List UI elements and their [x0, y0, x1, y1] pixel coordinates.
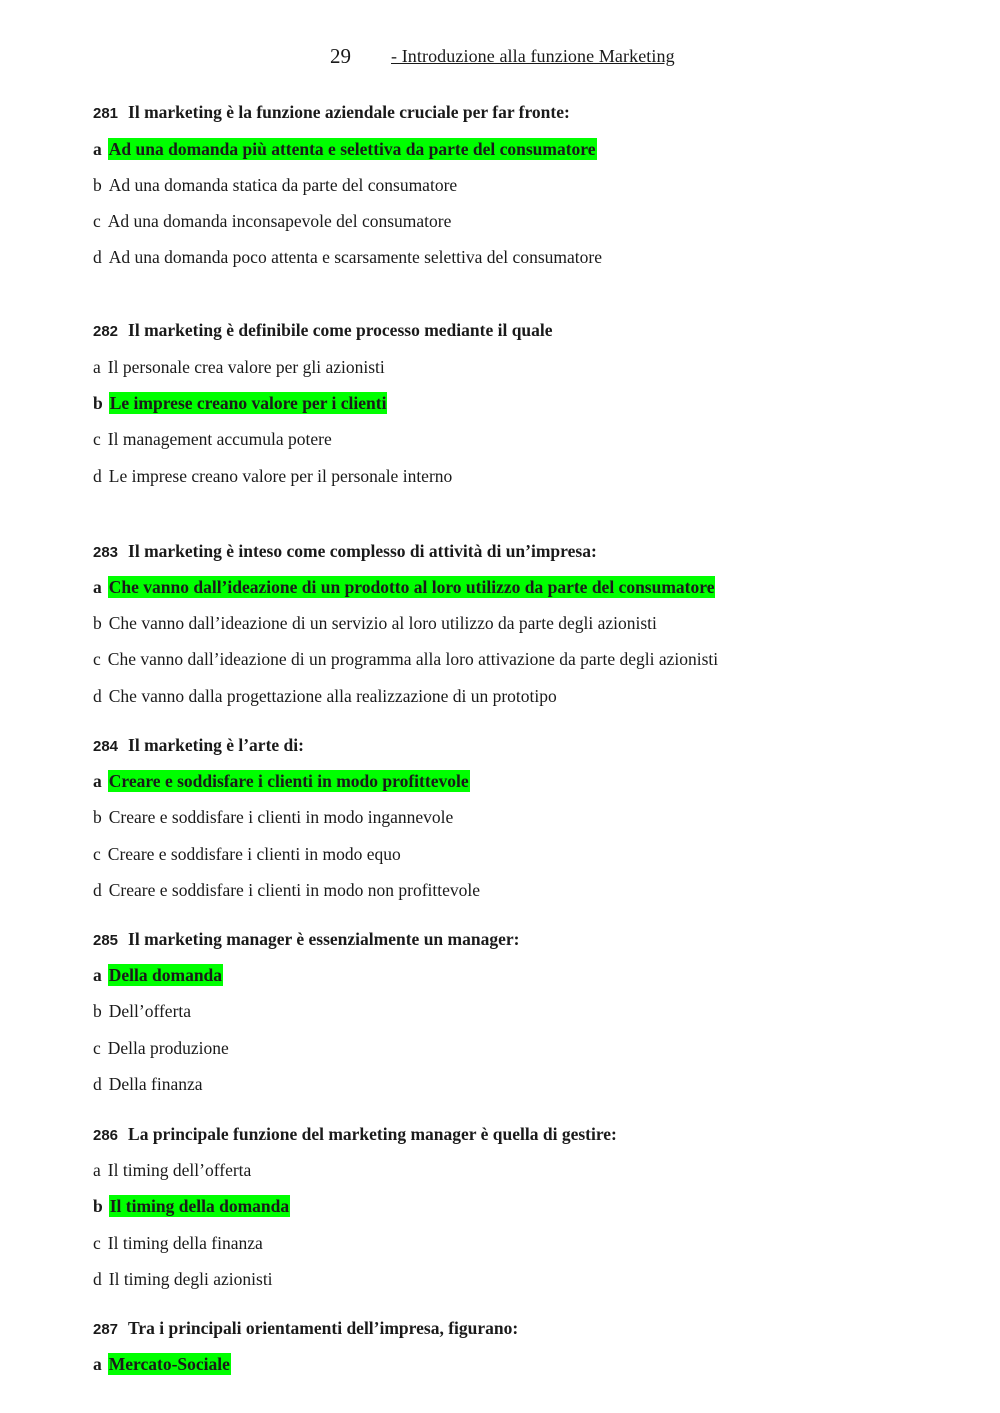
chapter-title: - Introduzione alla funzione Marketing	[391, 46, 675, 66]
page-number: 29	[330, 44, 351, 68]
option-text: Creare e soddisfare i clienti in modo non profittevole	[108, 880, 481, 900]
answer-option	[93, 647, 719, 671]
answer-option	[93, 391, 387, 415]
option-text: Ad una domanda inconsapevole del consumatore	[107, 211, 452, 231]
question-number: 286	[93, 1127, 119, 1144]
option-text: Il timing della finanza	[107, 1233, 263, 1253]
option-text: Ad una domanda statica da parte del consumatore	[108, 175, 458, 195]
option-text: Che vanno dall’ideazione di un programma alla loro attivazione da parte degli azionisti	[107, 649, 719, 669]
option-text: Il timing degli azionisti	[108, 1269, 273, 1289]
question-text: Il marketing è l’arte di:	[128, 735, 304, 755]
question-284	[93, 733, 304, 759]
option-text-correct: Creare e soddisfare i clienti in modo profittevole	[108, 771, 469, 791]
option-letter: d	[93, 466, 102, 486]
answer-option	[93, 1036, 230, 1060]
option-letter: c	[93, 1233, 101, 1253]
question-number: 281	[93, 105, 119, 122]
answer-option	[93, 1352, 231, 1376]
answer-option	[93, 1267, 274, 1291]
option-letter: d	[93, 686, 102, 706]
answer-option	[93, 1072, 204, 1096]
option-letter: d	[93, 247, 102, 267]
option-letter: b	[93, 613, 102, 633]
option-letter: c	[93, 649, 101, 669]
question-number: 282	[93, 323, 119, 340]
answer-option	[93, 245, 603, 269]
option-text: Che vanno dall’ideazione di un servizio al loro utilizzo da parte degli azionisti	[108, 613, 657, 633]
option-letter: b	[93, 1196, 103, 1216]
question-287	[93, 1316, 518, 1342]
answer-option	[93, 842, 402, 866]
question-283	[93, 539, 597, 565]
option-letter: a	[93, 771, 102, 791]
answer-option	[93, 427, 333, 451]
question-285	[93, 927, 519, 953]
answer-option	[93, 1158, 252, 1182]
answer-option	[93, 209, 452, 233]
question-text: Il marketing è inteso come complesso di attività di un’impresa:	[128, 541, 597, 561]
question-282	[93, 318, 553, 344]
option-text-correct: Il timing della domanda	[109, 1196, 290, 1216]
option-letter: d	[93, 1269, 102, 1289]
option-text-correct: Le imprese creano valore per i clienti	[109, 393, 387, 413]
answer-option	[93, 173, 458, 197]
question-286	[93, 1122, 617, 1148]
answer-option	[93, 684, 558, 708]
answer-option	[93, 769, 470, 793]
answer-option	[93, 1194, 290, 1218]
option-text-correct: Che vanno dall’ideazione di un prodotto al loro utilizzo da parte del consumatore	[108, 577, 715, 597]
option-text: Ad una domanda poco attenta e scarsamente selettiva del consumatore	[108, 247, 602, 267]
question-281	[93, 100, 570, 126]
option-text: Il management accumula potere	[107, 429, 332, 449]
option-text: Creare e soddisfare i clienti in modo ingannevole	[108, 807, 454, 827]
answer-option	[93, 464, 453, 488]
answer-option	[93, 878, 481, 902]
option-letter: a	[93, 965, 102, 985]
answer-option	[93, 805, 454, 829]
option-letter: a	[93, 357, 101, 377]
option-text: Dell’offerta	[108, 1001, 192, 1021]
answer-option	[93, 963, 223, 987]
question-text: Tra i principali orientamenti dell’impresa, figurano:	[128, 1318, 519, 1338]
question-text: Il marketing è la funzione aziendale cruciale per far fronte:	[128, 102, 570, 122]
question-number: 284	[93, 738, 119, 755]
option-letter: c	[93, 211, 101, 231]
option-text: Che vanno dalla progettazione alla realizzazione di un prototipo	[108, 686, 557, 706]
option-letter: b	[93, 175, 102, 195]
question-number: 287	[93, 1321, 119, 1338]
question-text: Il marketing manager è essenzialmente un manager:	[128, 929, 520, 949]
answer-option	[93, 137, 597, 161]
answer-option	[93, 355, 386, 379]
option-letter: a	[93, 577, 102, 597]
option-text: Il timing dell’offerta	[107, 1160, 252, 1180]
option-letter: c	[93, 429, 101, 449]
answer-option	[93, 999, 192, 1023]
page-header	[0, 44, 1000, 74]
option-text: Le imprese creano valore per il personale interno	[108, 466, 453, 486]
option-letter: a	[93, 1160, 101, 1180]
option-text-correct: Ad una domanda più attenta e selettiva da parte del consumatore	[108, 139, 596, 159]
answer-option	[93, 611, 658, 635]
option-letter: c	[93, 844, 101, 864]
option-text-correct: Mercato-Sociale	[108, 1354, 230, 1374]
option-letter: b	[93, 807, 102, 827]
question-number: 283	[93, 544, 119, 561]
option-letter: a	[93, 1354, 102, 1374]
option-letter: b	[93, 1001, 102, 1021]
answer-option	[93, 1231, 264, 1255]
option-letter: c	[93, 1038, 101, 1058]
option-letter: b	[93, 393, 103, 413]
question-text: La principale funzione del marketing manager è quella di gestire:	[128, 1124, 617, 1144]
question-number: 285	[93, 932, 119, 949]
option-text-correct: Della domanda	[108, 965, 223, 985]
answer-option	[93, 575, 715, 599]
option-text: Il personale crea valore per gli azionisti	[107, 357, 385, 377]
option-text: Della produzione	[107, 1038, 229, 1058]
option-letter: a	[93, 139, 102, 159]
option-text: Della finanza	[108, 1074, 203, 1094]
option-text: Creare e soddisfare i clienti in modo equo	[107, 844, 401, 864]
option-letter: d	[93, 880, 102, 900]
option-letter: d	[93, 1074, 102, 1094]
question-text: Il marketing è definibile come processo mediante il quale	[128, 320, 553, 340]
